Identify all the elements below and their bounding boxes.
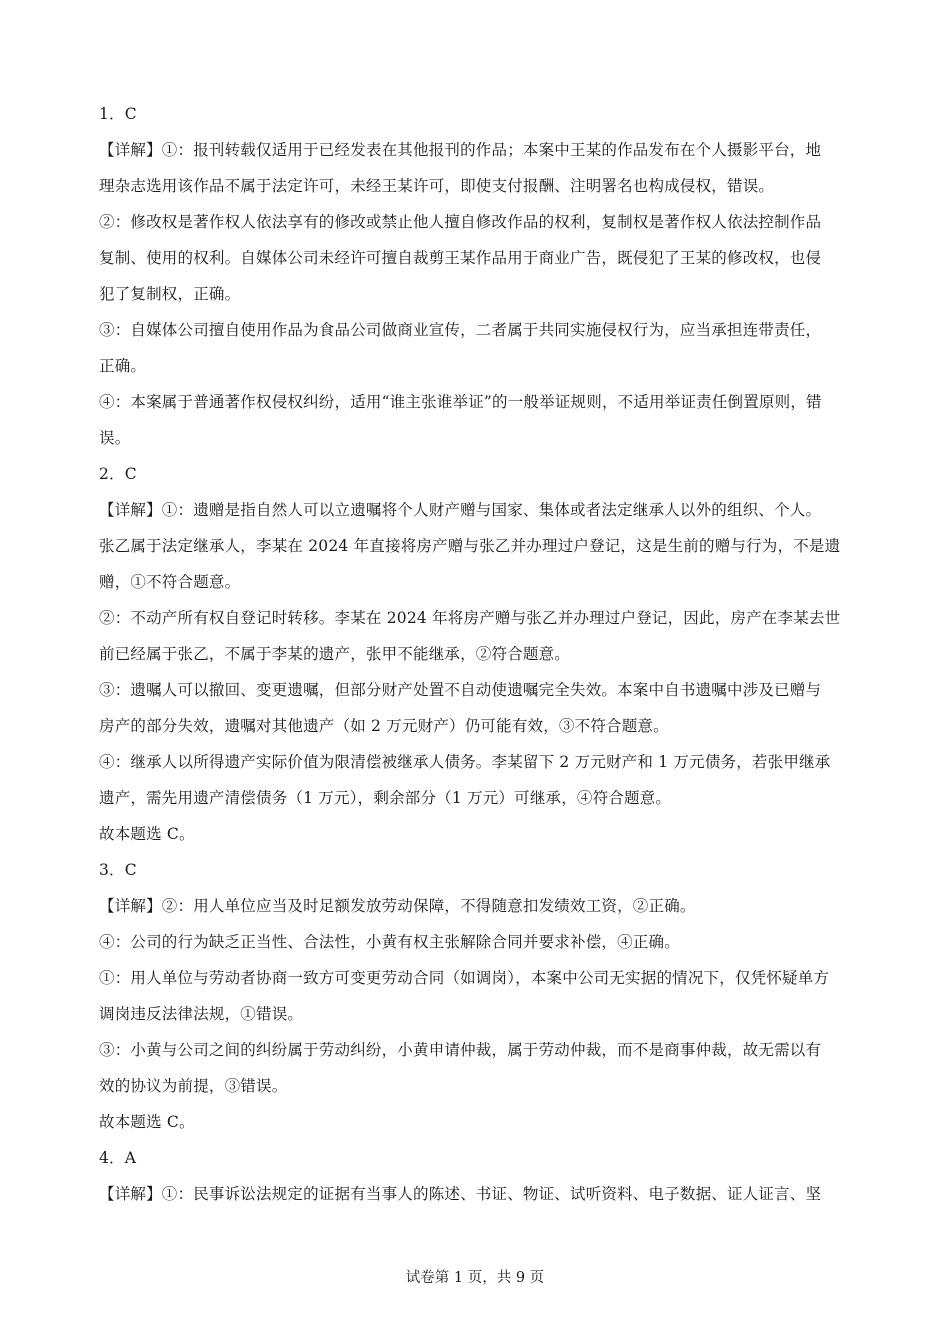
text-line: 理杂志选用该作品不属于法定许可，未经王某许可，即使支付报酬、注明署名也构成侵权，错误。: [99, 177, 775, 195]
text-line: 【详解】①：遗赠是指自然人可以立遗嘱将个人财产赠与国家、集体或者法定继承人以外的组织、个人。: [99, 501, 822, 519]
text-line: 4．A: [99, 1149, 137, 1167]
text-line: 效的协议为前提，③错误。: [99, 1077, 288, 1095]
page-footer: 试卷第 1 页，共 9 页: [405, 1270, 545, 1286]
text-line: ④：本案属于普通著作权侵权纠纷，适用“谁主张谁举证”的一般举证规则，不适用举证责任倒置原则，错: [99, 393, 822, 411]
text-line: ②：修改权是著作权人依法享有的修改或禁止他人擅自修改作品的权利，复制权是著作权人依法控制作品: [99, 213, 822, 231]
text-line: ③：自媒体公司擅自使用作品为食品公司做商业宣传，二者属于共同实施侵权行为，应当承担连带责任，: [99, 321, 822, 339]
text-line: 2．C: [99, 465, 137, 483]
text-line: 正确。: [99, 357, 147, 375]
text-line: ③：小黄与公司之间的纠纷属于劳动纠纷，小黄申请仲裁，属于劳动仲裁，而不是商事仲裁，故无需以有: [99, 1041, 822, 1059]
text-line: 【详解】②：用人单位应当及时足额发放劳动保障，不得随意扣发绩效工资，②正确。: [99, 897, 696, 915]
text-line: 故本题选 C。: [99, 1113, 195, 1131]
text-line: 复制、使用的权利。自媒体公司未经许可擅自裁剪王某作品用于商业广告，既侵犯了王某的修改权，也侵: [99, 249, 822, 267]
text-line: ③：遗嘱人可以撤回、变更遗嘱，但部分财产处置不自动使遗嘱完全失效。本案中自书遗嘱中涉及已赠与: [99, 681, 822, 699]
text-line: 赠，①不符合题意。: [99, 573, 241, 591]
text-line: 前已经属于张乙，不属于李某的遗产，张甲不能继承，②符合题意。: [99, 645, 571, 663]
text-line: 1．C: [99, 105, 137, 123]
answer-content: [99, 96, 855, 1212]
text-line: ①：用人单位与劳动者协商一致方可变更劳动合同（如调岗），本案中公司无实据的情况下，仅凭怀疑单方: [99, 969, 830, 987]
text-line: ④：继承人以所得遗产实际价值为限清偿被继承人债务。李某留下 2 万元财产和 1 万元债务，若张甲继承: [99, 753, 831, 771]
text-line: 【详解】①：报刊转载仅适用于已经发表在其他报刊的作品；本案中王某的作品发布在个人摄影平台，地: [99, 141, 822, 159]
text-line: ②：不动产所有权自登记时转移。李某在 2024 年将房产赠与张乙并办理过户登记，因此，房产在李某去世: [99, 609, 841, 627]
text-line: 故本题选 C。: [99, 825, 195, 843]
text-line: 【详解】①：民事诉讼法规定的证据有当事人的陈述、书证、物证、试听资料、电子数据、证人证言、坚: [99, 1185, 822, 1203]
text-line: 房产的部分失效，遗嘱对其他遗产（如 2 万元财产）仍可能有效，③不符合题意。: [99, 717, 669, 735]
text-line: 误。: [99, 429, 131, 447]
text-line: 遗产，需先用遗产清偿债务（1 万元），剩余部分（1 万元）可继承，④符合题意。: [99, 789, 672, 807]
text-line: 调岗违反法律法规，①错误。: [99, 1005, 304, 1023]
text-line: 3．C: [99, 861, 137, 879]
text-line: 犯了复制权，正确。: [99, 285, 241, 303]
text-line: 张乙属于法定继承人，李某在 2024 年直接将房产赠与张乙并办理过户登记，这是生前的赠与行为，不是遗: [99, 537, 841, 555]
text-line: ④：公司的行为缺乏正当性、合法性，小黄有权主张解除合同并要求补偿，④正确。: [99, 933, 680, 951]
